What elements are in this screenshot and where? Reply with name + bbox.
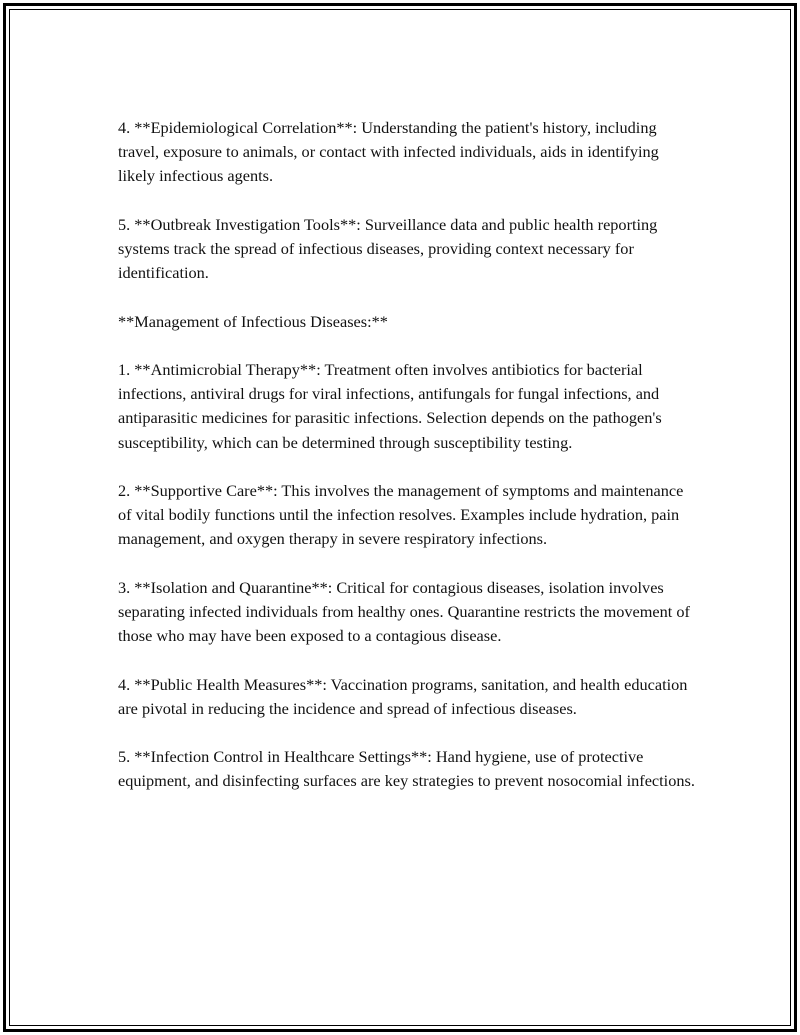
paragraph-outbreak-investigation-tools: 5. **Outbreak Investigation Tools**: Surveillance data and public health reporting systems track the spread of infectious diseases, providing context necessary for identification. [118,214,658,283]
document-body [118,116,698,818]
paragraph-epidemiological-correlation: 4. **Epidemiological Correlation**: Understanding the patient's history, including travel, exposure to animals, or contact with infected individuals, aids in identifying likely infectious agents. [118,118,659,186]
paragraph-antimicrobial-therapy: 1. **Antimicrobial Therapy**: Treatment often involves antibiotics for bacterial infections, antiviral drugs for viral infections, antifungals for fungal infections, and antiparasitic medicines for parasitic infections. Selection depends on the pathogen's susceptibility, which can be determined through susceptibility testing. [118,359,662,452]
paragraph-isolation-quarantine: 3. **Isolation and Quarantine**: Critical for contagious diseases, isolation involves separating infected individuals from healthy ones. Quarantine restricts the movement of those who may have been exposed to a contagious disease. [118,577,690,646]
section-heading-management: **Management of Infectious Diseases:** [118,311,388,331]
paragraph-public-health-measures: 4. **Public Health Measures**: Vaccination programs, sanitation, and health education are pivotal in reducing the incidence and spread of infectious diseases. [118,674,688,718]
paragraph-supportive-care: 2. **Supportive Care**: This involves the management of symptoms and maintenance of vital bodily functions until the infection resolves. Examples include hydration, pain management, and oxygen therapy in severe respiratory infections. [118,480,684,549]
paragraph-infection-control: 5. **Infection Control in Healthcare Settings**: Hand hygiene, use of protective equipment, and disinfecting surfaces are key strategies to prevent nosocomial infections. [118,747,695,791]
